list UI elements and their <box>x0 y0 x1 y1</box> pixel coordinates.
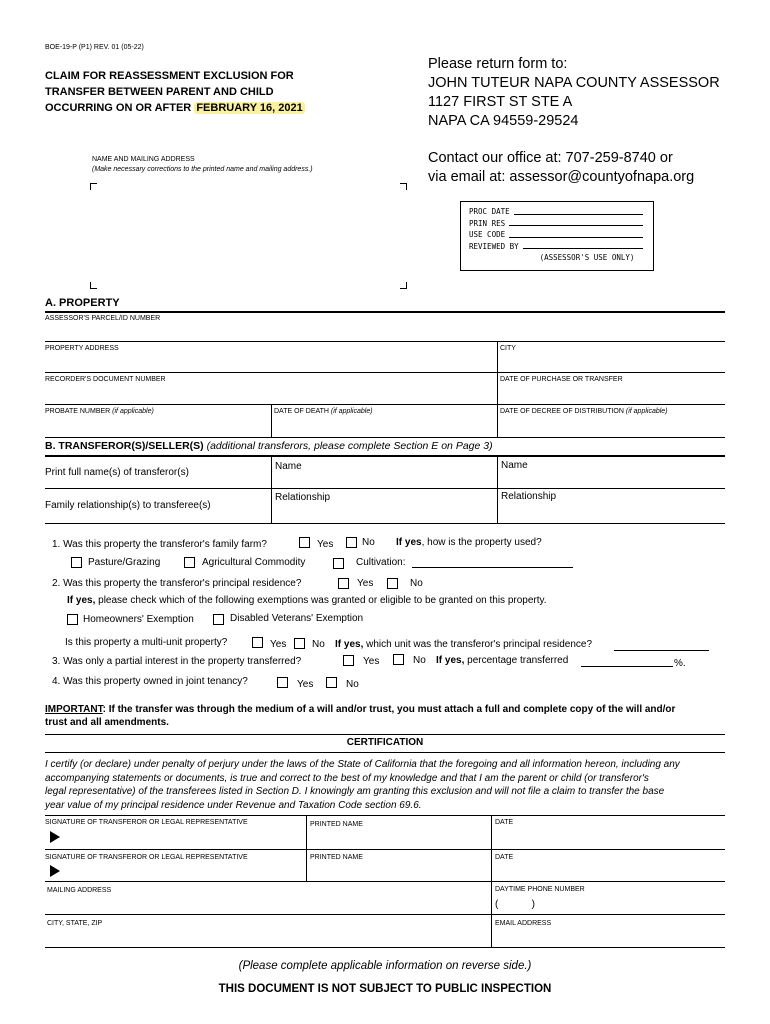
col-divider <box>497 456 498 523</box>
assessor-use-box <box>460 201 654 271</box>
row-rule <box>45 947 725 948</box>
date-label-1: DATE <box>495 819 514 826</box>
transferor-name-field-2[interactable] <box>500 473 724 487</box>
q4-no-checkbox[interactable] <box>326 677 337 688</box>
email-label: EMAIL ADDRESS <box>495 920 552 927</box>
mailing-note: (Make necessary corrections to the printed name and mailing address.) <box>92 166 313 173</box>
property-address-field[interactable] <box>45 354 495 370</box>
q2-if-yes: If yes, please check which of the following exemptions was granted or eligible to be granted on this property. <box>67 595 547 606</box>
q3-no-checkbox[interactable] <box>393 654 404 665</box>
use-code-row: USE CODE <box>469 229 645 241</box>
phone-label: DAYTIME PHONE NUMBER <box>495 886 585 893</box>
phone-field[interactable] <box>550 896 724 913</box>
certification-text <box>45 758 735 812</box>
cert-line-2: accompanying statements or documents, is true and correct to the best of my knowledge and that I am the parent or child (or transferor's <box>45 772 649 784</box>
sign-here-arrow-icon <box>50 865 60 877</box>
q1-yes-checkbox[interactable] <box>299 537 310 548</box>
name-label-1: Name <box>275 461 302 472</box>
title-line-1: CLAIM FOR REASSESSMENT EXCLUSION FOR <box>45 70 294 82</box>
q2-yes-checkbox[interactable] <box>338 578 349 589</box>
print-names-label: Print full name(s) of transferor(s) <box>45 467 189 478</box>
veterans-checkbox[interactable] <box>213 614 224 625</box>
death-date-field[interactable] <box>274 417 494 435</box>
multi-unit-line[interactable] <box>614 650 709 651</box>
q3-yes-checkbox[interactable] <box>343 655 354 666</box>
contact-info <box>428 149 694 187</box>
property-address-label: PROPERTY ADDRESS <box>45 345 119 352</box>
signature-field-2[interactable] <box>64 863 302 880</box>
q1-no-label: No <box>362 537 375 548</box>
q4-no-label: No <box>346 679 359 690</box>
parcel-label: ASSESSOR'S PARCEL/ID NUMBER <box>45 315 161 322</box>
city-state-zip-field[interactable] <box>47 929 487 945</box>
multi-no-checkbox[interactable] <box>294 638 305 649</box>
q1-yes-label: Yes <box>317 539 334 550</box>
signature-field-1[interactable] <box>64 829 302 847</box>
probate-label: PROBATE NUMBER (if applicable) <box>45 408 154 415</box>
contact-line-1: Contact our office at: 707-259-8740 or <box>428 150 673 166</box>
city-label: CITY <box>500 345 516 352</box>
certification-top-rule <box>45 734 725 735</box>
return-line-2: JOHN TUTEUR NAPA COUNTY ASSESSOR <box>428 75 720 91</box>
cert-line-4: year value of my principal residence under Revenue and Taxation Code section 69.6. <box>45 799 422 811</box>
mailing-address-area[interactable] <box>96 190 396 278</box>
question-2: 2. Was this property the transferor's principal residence? <box>52 578 302 589</box>
col-divider <box>497 404 498 437</box>
sign-here-arrow-icon <box>50 831 60 843</box>
form-title <box>45 68 305 116</box>
section-a-title: A. PROPERTY <box>45 297 120 309</box>
row-rule <box>45 404 725 405</box>
printed-name-field-1[interactable] <box>310 830 488 847</box>
col-divider <box>497 372 498 404</box>
prin-res-row: PRIN RES <box>469 218 645 230</box>
corner-mark-br <box>400 282 407 289</box>
cultivation-checkbox[interactable] <box>333 558 344 569</box>
title-line-2: TRANSFER BETWEEN PARENT AND CHILD <box>45 86 274 98</box>
corner-mark-tl <box>90 183 97 190</box>
section-b-title: B. TRANSFEROR(S)/SELLER(S) (additional transferors, please complete Section E on Page 3) <box>45 440 493 452</box>
probate-field[interactable] <box>45 417 270 435</box>
multi-yes-checkbox[interactable] <box>252 637 263 648</box>
date-field-1[interactable] <box>495 830 724 847</box>
q4-yes-label: Yes <box>297 679 314 690</box>
relationship-field-2[interactable] <box>500 505 724 520</box>
section-a-rule <box>45 311 725 313</box>
public-inspection-notice: THIS DOCUMENT IS NOT SUBJECT TO PUBLIC INSPECTION <box>218 983 552 995</box>
email-field[interactable] <box>495 929 724 945</box>
row-rule <box>45 523 725 524</box>
pasture-checkbox[interactable] <box>71 557 82 568</box>
return-line-1: Please return form to: <box>428 56 568 72</box>
death-date-label: DATE OF DEATH (if applicable) <box>274 408 373 415</box>
cultivation-label: Cultivation: <box>356 557 406 568</box>
percent-sign: %. <box>674 658 686 669</box>
printed-name-field-2[interactable] <box>310 863 488 880</box>
agricultural-label: Agricultural Commodity <box>202 557 306 568</box>
transferor-name-field-1[interactable] <box>274 473 494 487</box>
row-rule <box>45 372 725 373</box>
multi-no-label: No <box>312 639 325 650</box>
multi-if-yes: If yes, which unit was the transferor's principal residence? <box>335 639 593 650</box>
homeowners-checkbox[interactable] <box>67 614 78 625</box>
title-date-highlight: FEBRUARY 16, 2021 <box>196 102 303 114</box>
col-divider <box>306 815 307 881</box>
phone-area-code: ( ) <box>495 899 535 910</box>
mailing-label: NAME AND MAILING ADDRESS <box>92 156 195 163</box>
q2-no-checkbox[interactable] <box>387 578 398 589</box>
parcel-field[interactable] <box>45 324 725 340</box>
recorder-field[interactable] <box>45 385 495 401</box>
certification-bottom-rule <box>45 752 725 753</box>
form-id: BOE-19-P (P1) REV. 01 (05-22) <box>45 44 144 51</box>
important-notice <box>45 703 735 729</box>
corner-mark-bl <box>90 282 97 289</box>
reviewed-by-row: REVIEWED BY <box>469 241 645 253</box>
printed-name-label-2: PRINTED NAME <box>310 854 363 861</box>
q2-yes-label: Yes <box>357 578 374 589</box>
important-line-2: trust and all amendments. <box>45 717 169 728</box>
name-label-2: Name <box>501 460 528 471</box>
return-line-4: NAPA CA 94559-29524 <box>428 113 579 129</box>
mailing-address-field[interactable] <box>47 896 487 913</box>
question-3: 3. Was only a partial interest in the property transferred? <box>52 656 302 667</box>
proc-date-row: PROC DATE <box>469 206 645 218</box>
row-rule <box>45 341 725 342</box>
signature-label-1: SIGNATURE OF TRANSFEROR OR LEGAL REPRESENTATIVE <box>45 819 248 826</box>
cert-line-3: legal representative) of the transferees listed in Section D. I knowingly am granting this exclusion and will not file a claim to transfer the base <box>45 786 665 797</box>
corner-mark-tr <box>400 183 407 190</box>
printed-name-label-1: PRINTED NAME <box>310 821 363 828</box>
city-state-zip-label: CITY, STATE, ZIP <box>47 920 103 927</box>
row-rule <box>45 849 725 850</box>
q3-no-label: No <box>413 655 426 666</box>
date-field-2[interactable] <box>495 863 724 880</box>
q2-no-label: No <box>410 578 423 589</box>
decree-date-field[interactable] <box>500 417 724 435</box>
row-rule <box>45 488 725 489</box>
title-line-3: OCCURRING ON OR AFTER FEBRUARY 16, 2021 <box>45 102 303 114</box>
homeowners-label: Homeowners' Exemption <box>83 614 194 625</box>
relationship-label-1: Relationship <box>275 492 331 503</box>
contact-line-2: via email at: assessor@countyofnapa.org <box>428 169 695 185</box>
row-rule <box>45 815 725 816</box>
mailing-address-label: MAILING ADDRESS <box>47 887 112 894</box>
q1-if-yes: If yes, how is the property used? <box>396 537 542 548</box>
veterans-label: Disabled Veterans' Exemption <box>230 613 364 624</box>
q3-yes-label: Yes <box>363 656 380 667</box>
purchase-date-label: DATE OF PURCHASE OR TRANSFER <box>500 376 623 383</box>
agricultural-checkbox[interactable] <box>184 557 195 568</box>
q1-no-checkbox[interactable] <box>346 537 357 548</box>
certification-title: CERTIFICATION <box>346 737 424 748</box>
col-divider <box>271 404 272 437</box>
family-relationship-label: Family relationship(s) to transferee(s) <box>45 500 211 511</box>
q3-if-yes: If yes, percentage transferred <box>436 655 569 666</box>
col-divider <box>491 815 492 881</box>
return-line-3: 1127 FIRST ST STE A <box>428 94 573 110</box>
multi-unit-question: Is this property a multi-unit property? <box>65 637 228 648</box>
purchase-date-field[interactable] <box>500 385 724 401</box>
city-field[interactable] <box>500 354 724 370</box>
relationship-field-1[interactable] <box>274 505 494 520</box>
multi-yes-label: Yes <box>270 639 287 650</box>
reverse-side-note: (Please complete applicable information on reverse side.) <box>238 960 532 972</box>
col-divider <box>497 341 498 372</box>
pasture-label: Pasture/Grazing <box>88 557 161 568</box>
return-address <box>428 55 720 131</box>
section-b-rule <box>45 455 725 457</box>
q4-yes-checkbox[interactable] <box>277 677 288 688</box>
cert-line-1: I certify (or declare) under penalty of perjury under the laws of the State of California that the foregoing and all information hereon, including any <box>45 759 680 770</box>
signature-label-2: SIGNATURE OF TRANSFEROR OR LEGAL REPRESENTATIVE <box>45 854 248 861</box>
col-divider <box>271 456 272 523</box>
row-rule <box>45 437 725 438</box>
important-line-1: IMPORTANT: If the transfer was through the medium of a will and/or trust, you must attach a full and complete copy of the will and/or <box>45 704 676 715</box>
date-label-2: DATE <box>495 854 514 861</box>
assessor-use-label: (ASSESSOR'S USE ONLY) <box>539 253 635 262</box>
recorder-label: RECORDER'S DOCUMENT NUMBER <box>45 376 166 383</box>
relationship-label-2: Relationship <box>501 491 557 502</box>
question-4: 4. Was this property owned in joint tenancy? <box>52 676 248 687</box>
cultivation-line[interactable] <box>412 567 573 568</box>
decree-date-label: DATE OF DECREE OF DISTRIBUTION (if applicable) <box>500 408 668 415</box>
question-1: 1. Was this property the transferor's family farm? <box>52 539 267 550</box>
percentage-line[interactable] <box>581 666 673 667</box>
row-rule <box>45 881 725 882</box>
row-rule <box>45 914 725 915</box>
